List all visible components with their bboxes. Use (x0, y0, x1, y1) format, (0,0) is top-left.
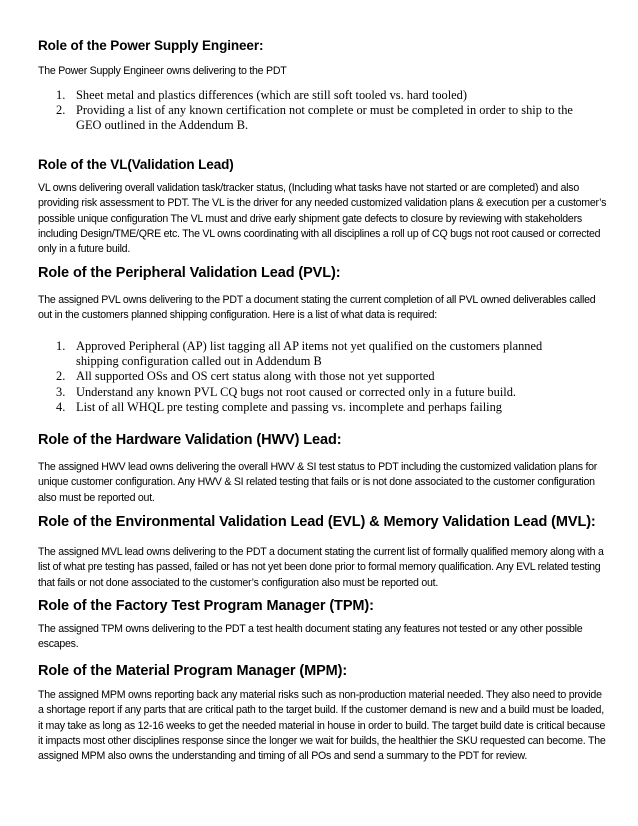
list-item: 4. List of all WHQL pre testing complete and passing vs. incomplete and perhaps failing (56, 399, 502, 414)
list-item: 3. Understand any known PVL CQ bugs not root caused or corrected only in a future build. (56, 384, 517, 399)
paragraph-material-program-manager: The assigned MPM owns reporting back any material risks such as non-production material needed. They also need to provide a shortage report if any parts that are critical path to the target build. If the customer demand is new and a build must be loaded, it may take as long as 12-16 weeks to get the needed material in house in order to build. The target build date is critical because it impacts most other disciplines response since the longer we wait for builds, the healthier the SKU requested can become. The assigned MPM also owns the understanding and timing of all POs and send a summary to the PDT for review. (38, 689, 606, 763)
paragraph-validation-lead: VL owns delivering overall validation task/tracker status, (Including what tasks have not started or are completed) and also providing risk assessment to PDT. The VL is the driver for any needed customized validation plans & execution per a customer’s possible unique configuration The VL must and drive early shipment gate defects to closure by reviewing with stakeholders including Design/TME/QRE etc. The VL owns coordinating with all disciplines a roll up of CQ bugs not root caused or corrected only in a future build. (38, 182, 607, 256)
list-item: 1. Sheet metal and plastics differences (which are still soft tooled vs. hard tooled) (56, 88, 467, 102)
heading-validation-lead: Role of the VL(Validation Lead) (38, 157, 234, 172)
heading-factory-test-program-manager: Role of the Factory Test Program Manager (TPM): (38, 598, 374, 614)
paragraph-hardware-validation-lead: The assigned HWV lead owns delivering the overall HWV & SI test status to PDT including the customized validation plans for unique customer configuration. Any HWV & SI related testing that fails or is not done associated to the customer configuration also must be reported out. (38, 461, 598, 504)
heading-material-program-manager: Role of the Material Program Manager (MPM): (38, 663, 348, 679)
paragraph-factory-test-program-manager: The assigned TPM owns delivering to the PDT a test health document stating any features not tested or any other possible escapes. (38, 623, 583, 651)
list-item: 2. Providing a list of any known certification not complete or must be completed in order to ship to the GEO outlined in the Addendum B. (56, 103, 573, 133)
heading-evl-mvl-lead: Role of the Environmental Validation Lead (EVL) & Memory Validation Lead (MVL): (38, 514, 596, 530)
list-power-supply-engineer (38, 88, 586, 134)
heading-hardware-validation-lead: Role of the Hardware Validation (HWV) Lead: (38, 432, 342, 448)
list-peripheral-validation-lead (38, 339, 586, 415)
list-item: 2. All supported OSs and OS cert status along with those not yet supported (56, 369, 435, 384)
heading-peripheral-validation-lead: Role of the Peripheral Validation Lead (PVL): (38, 265, 341, 281)
heading-power-supply-engineer: Role of the Power Supply Engineer: (38, 38, 264, 53)
paragraph-evl-mvl-lead: The assigned MVL lead owns delivering to the PDT a document stating the current list of formally qualified memory along with a list of what pre testing has passed, failed or has not yet been done prior to formal memory qualification. Any EVL related testing that fails or not done associated to the customer’s configuration also must be reported out. (38, 546, 604, 589)
paragraph-peripheral-validation-lead: The assigned PVL owns delivering to the PDT a document stating the current completion of all PVL owned deliverables called out in the customers planned shipping configuration. Here is a list of what data is required: (38, 294, 596, 322)
paragraph-power-supply-engineer: The Power Supply Engineer owns delivering to the PDT (38, 65, 287, 77)
list-item: 1. Approved Peripheral (AP) list tagging all AP items not yet qualified on the customers planned shipping configuration called out in Addendum B (56, 339, 543, 369)
